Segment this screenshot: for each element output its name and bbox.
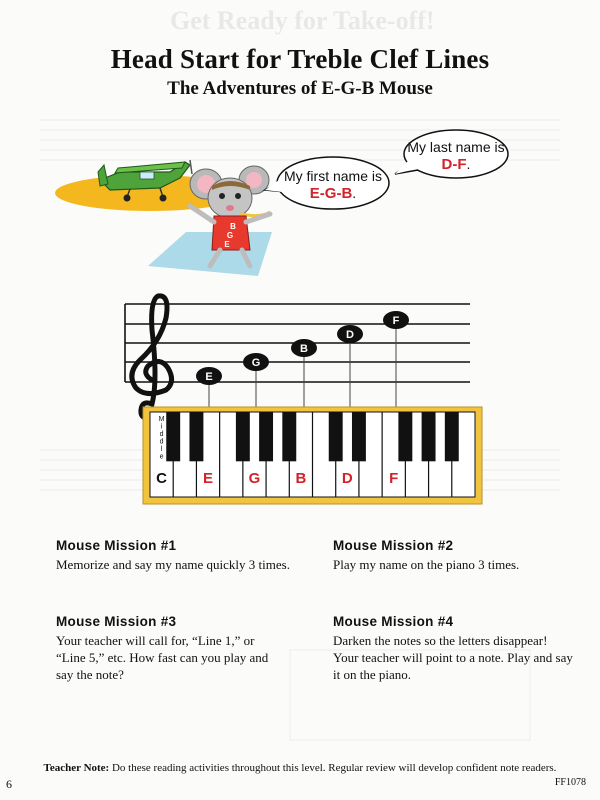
black-key [445,412,459,461]
bubble-last-end: . [466,156,471,172]
black-key [329,412,343,461]
mission-title: Mouse Mission #3 [56,614,177,629]
mission-text: Your teacher will call for, “Line 1,” or “Line 5,” etc. How fast can you play and say the note? [56,633,269,682]
key-label: F [389,470,399,487]
mission-4 [333,614,573,683]
middle-c-label: M [158,416,165,423]
last-name: D-F [441,156,467,173]
key-label: E [203,470,214,487]
note-label: D [346,329,354,341]
mission-text: Play my name on the piano 3 times. [333,557,520,572]
bubble-last-text [406,139,506,173]
black-key [422,412,436,461]
mission-text: Darken the notes so the letters disappear! Your teacher will point to a note. Play and say it on the piano. [333,633,573,682]
note-label: G [251,357,261,369]
note-e [196,367,222,385]
teacher-note-text: Do these reading activities throughout this level. Regular review will develop confident note readers. [109,762,557,774]
book-code: FF1078 [554,777,586,788]
piano-keyboard [143,407,482,504]
mission-2 [333,538,583,573]
key-label: B [295,470,307,487]
note-f [383,311,409,329]
mouse-shirt-letter: E [224,240,230,249]
note-label: F [392,315,400,327]
bubble-first-line: My first name is [283,168,382,184]
mouse-shirt-letter: B [230,222,236,231]
ghost-title: Get Ready for Take-off! [170,6,435,35]
bubble-first-end: . [352,185,357,201]
middle-c-label: d [159,438,164,446]
black-key [352,412,366,461]
middle-c-label: e [159,453,164,461]
note-label: B [300,343,308,355]
middle-c-label: d [159,431,164,438]
mission-1 [56,538,306,573]
key-label: C [156,470,168,487]
mission-text: Memorize and say my name quickly 3 times. [56,557,290,572]
black-key [236,412,250,461]
mission-title: Mouse Mission #4 [333,614,454,629]
mission-title: Mouse Mission #2 [333,538,454,553]
mission-3 [56,614,286,683]
treble-clef-icon [132,296,172,418]
teacher-note-label: Teacher Note: [43,762,110,774]
mouse-shirt-letter: G [226,231,234,240]
black-key [398,412,412,461]
page-title: Head Start for Treble Clef Lines [110,44,490,74]
middle-c-label: i [160,423,163,431]
key-label: G [248,470,261,487]
black-key [259,412,273,461]
black-key [166,412,180,461]
staff-notes [196,311,409,385]
note-b [291,339,317,357]
bubble-first-text [280,168,386,202]
teacher-note [0,762,600,774]
black-key [189,412,203,461]
blue-mat [148,232,272,276]
bubble-last-line: My last name is [407,139,505,155]
page-number: 6 [6,777,12,791]
note-g [243,353,269,371]
note-d [337,325,363,343]
middle-c-label: l [160,446,163,453]
first-name: E-G-B [309,185,353,202]
black-key [282,412,296,461]
key-label: D [341,470,353,487]
page-subtitle: The Adventures of E-G-B Mouse [167,78,433,99]
note-label: E [205,371,213,383]
mission-title: Mouse Mission #1 [56,538,177,553]
